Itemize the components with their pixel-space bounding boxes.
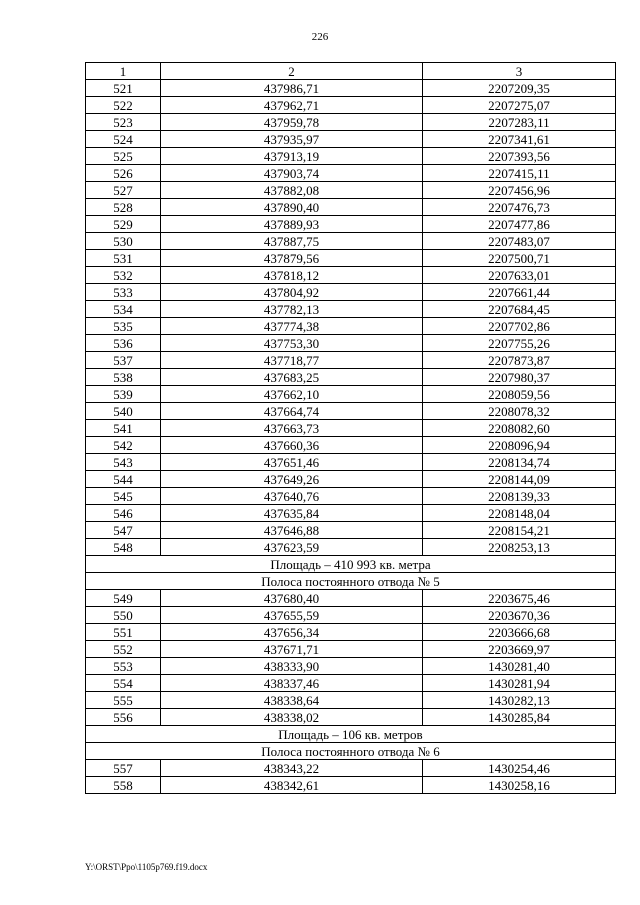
table-body — [86, 80, 616, 794]
point-number: 551 — [86, 624, 161, 641]
point-number: 549 — [86, 590, 161, 607]
table-row — [86, 403, 616, 420]
table-row — [86, 777, 616, 794]
coordinate-y: 2207476,73 — [423, 199, 616, 216]
coordinate-x: 437662,10 — [161, 386, 423, 403]
table-row — [86, 692, 616, 709]
coordinate-y: 2207415,11 — [423, 165, 616, 182]
point-number: 550 — [86, 607, 161, 624]
coordinate-y: 2203666,68 — [423, 624, 616, 641]
coordinate-x: 437913,19 — [161, 148, 423, 165]
table-row — [86, 182, 616, 199]
table-row — [86, 148, 616, 165]
coordinate-y: 2208078,32 — [423, 403, 616, 420]
coordinate-y: 2207283,11 — [423, 114, 616, 131]
coordinate-y: 1430254,46 — [423, 760, 616, 777]
coordinate-x: 437986,71 — [161, 80, 423, 97]
table-row — [86, 233, 616, 250]
coordinate-x: 438333,90 — [161, 658, 423, 675]
table-row — [86, 675, 616, 692]
coordinate-y: 2207702,86 — [423, 318, 616, 335]
point-number: 547 — [86, 522, 161, 539]
coordinate-x: 437660,36 — [161, 437, 423, 454]
table-section-row — [86, 743, 616, 760]
coordinate-x: 437879,56 — [161, 250, 423, 267]
table-row — [86, 199, 616, 216]
table-row — [86, 658, 616, 675]
coordinate-x: 437959,78 — [161, 114, 423, 131]
coordinate-x: 437671,71 — [161, 641, 423, 658]
table-row — [86, 709, 616, 726]
table-row — [86, 114, 616, 131]
coordinate-x: 438337,46 — [161, 675, 423, 692]
coordinate-y: 2207393,56 — [423, 148, 616, 165]
coordinate-x: 437782,13 — [161, 301, 423, 318]
coordinate-x: 437640,76 — [161, 488, 423, 505]
coordinate-y: 2207275,07 — [423, 97, 616, 114]
section-label: Площадь – 106 кв. метров — [86, 726, 616, 743]
table-row — [86, 335, 616, 352]
table-row — [86, 505, 616, 522]
point-number: 533 — [86, 284, 161, 301]
coordinate-x: 437962,71 — [161, 97, 423, 114]
point-number: 542 — [86, 437, 161, 454]
table-row — [86, 471, 616, 488]
coordinate-x: 437887,75 — [161, 233, 423, 250]
coordinate-y: 2208253,13 — [423, 539, 616, 556]
table-section-row — [86, 726, 616, 743]
point-number: 556 — [86, 709, 161, 726]
coordinate-y: 1430281,94 — [423, 675, 616, 692]
coordinate-x: 437656,34 — [161, 624, 423, 641]
point-number: 558 — [86, 777, 161, 794]
point-number: 545 — [86, 488, 161, 505]
point-number: 543 — [86, 454, 161, 471]
coordinate-x: 437635,84 — [161, 505, 423, 522]
point-number: 522 — [86, 97, 161, 114]
coordinate-y: 2208082,60 — [423, 420, 616, 437]
table-row — [86, 165, 616, 182]
coordinate-x: 437623,59 — [161, 539, 423, 556]
coordinate-x: 437818,12 — [161, 267, 423, 284]
coordinates-table — [85, 62, 616, 794]
coordinate-x: 437655,59 — [161, 607, 423, 624]
coordinate-y: 2207456,96 — [423, 182, 616, 199]
table-row — [86, 760, 616, 777]
point-number: 538 — [86, 369, 161, 386]
coordinate-x: 438343,22 — [161, 760, 423, 777]
coordinate-x: 437903,74 — [161, 165, 423, 182]
coordinate-x: 437804,92 — [161, 284, 423, 301]
table-row — [86, 80, 616, 97]
coordinate-x: 437890,40 — [161, 199, 423, 216]
table-section-row — [86, 573, 616, 590]
coordinate-y: 2207980,37 — [423, 369, 616, 386]
table-row — [86, 454, 616, 471]
table-row — [86, 369, 616, 386]
coordinate-y: 1430285,84 — [423, 709, 616, 726]
table-row — [86, 267, 616, 284]
coordinate-x: 438338,64 — [161, 692, 423, 709]
coordinate-y: 2208139,33 — [423, 488, 616, 505]
coordinate-y: 2207684,45 — [423, 301, 616, 318]
point-number: 540 — [86, 403, 161, 420]
point-number: 544 — [86, 471, 161, 488]
point-number: 552 — [86, 641, 161, 658]
coordinate-x: 437683,25 — [161, 369, 423, 386]
coordinate-x: 437774,38 — [161, 318, 423, 335]
point-number: 529 — [86, 216, 161, 233]
section-label: Полоса постоянного отвода № 6 — [86, 743, 616, 760]
coordinate-y: 1430258,16 — [423, 777, 616, 794]
table-row — [86, 488, 616, 505]
table-row — [86, 420, 616, 437]
coordinate-x: 437646,88 — [161, 522, 423, 539]
coordinate-y: 2208096,94 — [423, 437, 616, 454]
coordinate-y: 2207477,86 — [423, 216, 616, 233]
coordinate-y: 2207873,87 — [423, 352, 616, 369]
table-row — [86, 539, 616, 556]
point-number: 535 — [86, 318, 161, 335]
coordinate-y: 2203670,36 — [423, 607, 616, 624]
point-number: 525 — [86, 148, 161, 165]
point-number: 553 — [86, 658, 161, 675]
table-row — [86, 301, 616, 318]
coordinate-y: 2208148,04 — [423, 505, 616, 522]
point-number: 536 — [86, 335, 161, 352]
coordinate-x: 437882,08 — [161, 182, 423, 199]
coordinate-y: 2207661,44 — [423, 284, 616, 301]
point-number: 548 — [86, 539, 161, 556]
table-row — [86, 284, 616, 301]
table-row — [86, 318, 616, 335]
coordinate-y: 2207500,71 — [423, 250, 616, 267]
coordinate-y: 2207209,35 — [423, 80, 616, 97]
table-row — [86, 216, 616, 233]
point-number: 546 — [86, 505, 161, 522]
coordinate-x: 437649,26 — [161, 471, 423, 488]
point-number: 521 — [86, 80, 161, 97]
coordinate-y: 2203675,46 — [423, 590, 616, 607]
table-section-row — [86, 556, 616, 573]
table-row — [86, 386, 616, 403]
point-number: 554 — [86, 675, 161, 692]
coordinate-x: 437718,77 — [161, 352, 423, 369]
column-header-3: 3 — [423, 63, 616, 80]
table-row — [86, 437, 616, 454]
coordinate-x: 437889,93 — [161, 216, 423, 233]
coordinate-y: 2208144,09 — [423, 471, 616, 488]
coordinate-x: 437935,97 — [161, 131, 423, 148]
footer-file-path: Y:\ORST\Ppo\1105p769.f19.docx — [85, 862, 208, 872]
table-row — [86, 250, 616, 267]
coordinate-y: 2207633,01 — [423, 267, 616, 284]
coordinate-y: 2208059,56 — [423, 386, 616, 403]
coordinate-y: 1430282,13 — [423, 692, 616, 709]
point-number: 524 — [86, 131, 161, 148]
point-number: 526 — [86, 165, 161, 182]
table-row — [86, 641, 616, 658]
table-row — [86, 607, 616, 624]
coordinate-y: 2203669,97 — [423, 641, 616, 658]
coordinate-y: 2208134,74 — [423, 454, 616, 471]
table-row — [86, 590, 616, 607]
coordinate-y: 2207483,07 — [423, 233, 616, 250]
coordinate-x: 437663,73 — [161, 420, 423, 437]
coordinate-x: 438342,61 — [161, 777, 423, 794]
coordinate-y: 2208154,21 — [423, 522, 616, 539]
coordinate-x: 437753,30 — [161, 335, 423, 352]
column-header-1: 1 — [86, 63, 161, 80]
section-label: Площадь – 410 993 кв. метра — [86, 556, 616, 573]
point-number: 534 — [86, 301, 161, 318]
column-header-2: 2 — [161, 63, 423, 80]
point-number: 555 — [86, 692, 161, 709]
table-row — [86, 131, 616, 148]
table-row — [86, 352, 616, 369]
point-number: 530 — [86, 233, 161, 250]
table-row — [86, 97, 616, 114]
coordinate-y: 1430281,40 — [423, 658, 616, 675]
point-number: 531 — [86, 250, 161, 267]
point-number: 539 — [86, 386, 161, 403]
point-number: 532 — [86, 267, 161, 284]
point-number: 537 — [86, 352, 161, 369]
page-number: 226 — [311, 31, 329, 43]
table-row — [86, 522, 616, 539]
section-label: Полоса постоянного отвода № 5 — [86, 573, 616, 590]
coordinate-y: 2207755,26 — [423, 335, 616, 352]
point-number: 528 — [86, 199, 161, 216]
point-number: 527 — [86, 182, 161, 199]
coordinate-x: 438338,02 — [161, 709, 423, 726]
point-number: 523 — [86, 114, 161, 131]
table-header-row — [86, 63, 616, 80]
table-row — [86, 624, 616, 641]
coordinate-x: 437664,74 — [161, 403, 423, 420]
coordinate-x: 437680,40 — [161, 590, 423, 607]
coordinate-y: 2207341,61 — [423, 131, 616, 148]
point-number: 541 — [86, 420, 161, 437]
coordinate-x: 437651,46 — [161, 454, 423, 471]
point-number: 557 — [86, 760, 161, 777]
